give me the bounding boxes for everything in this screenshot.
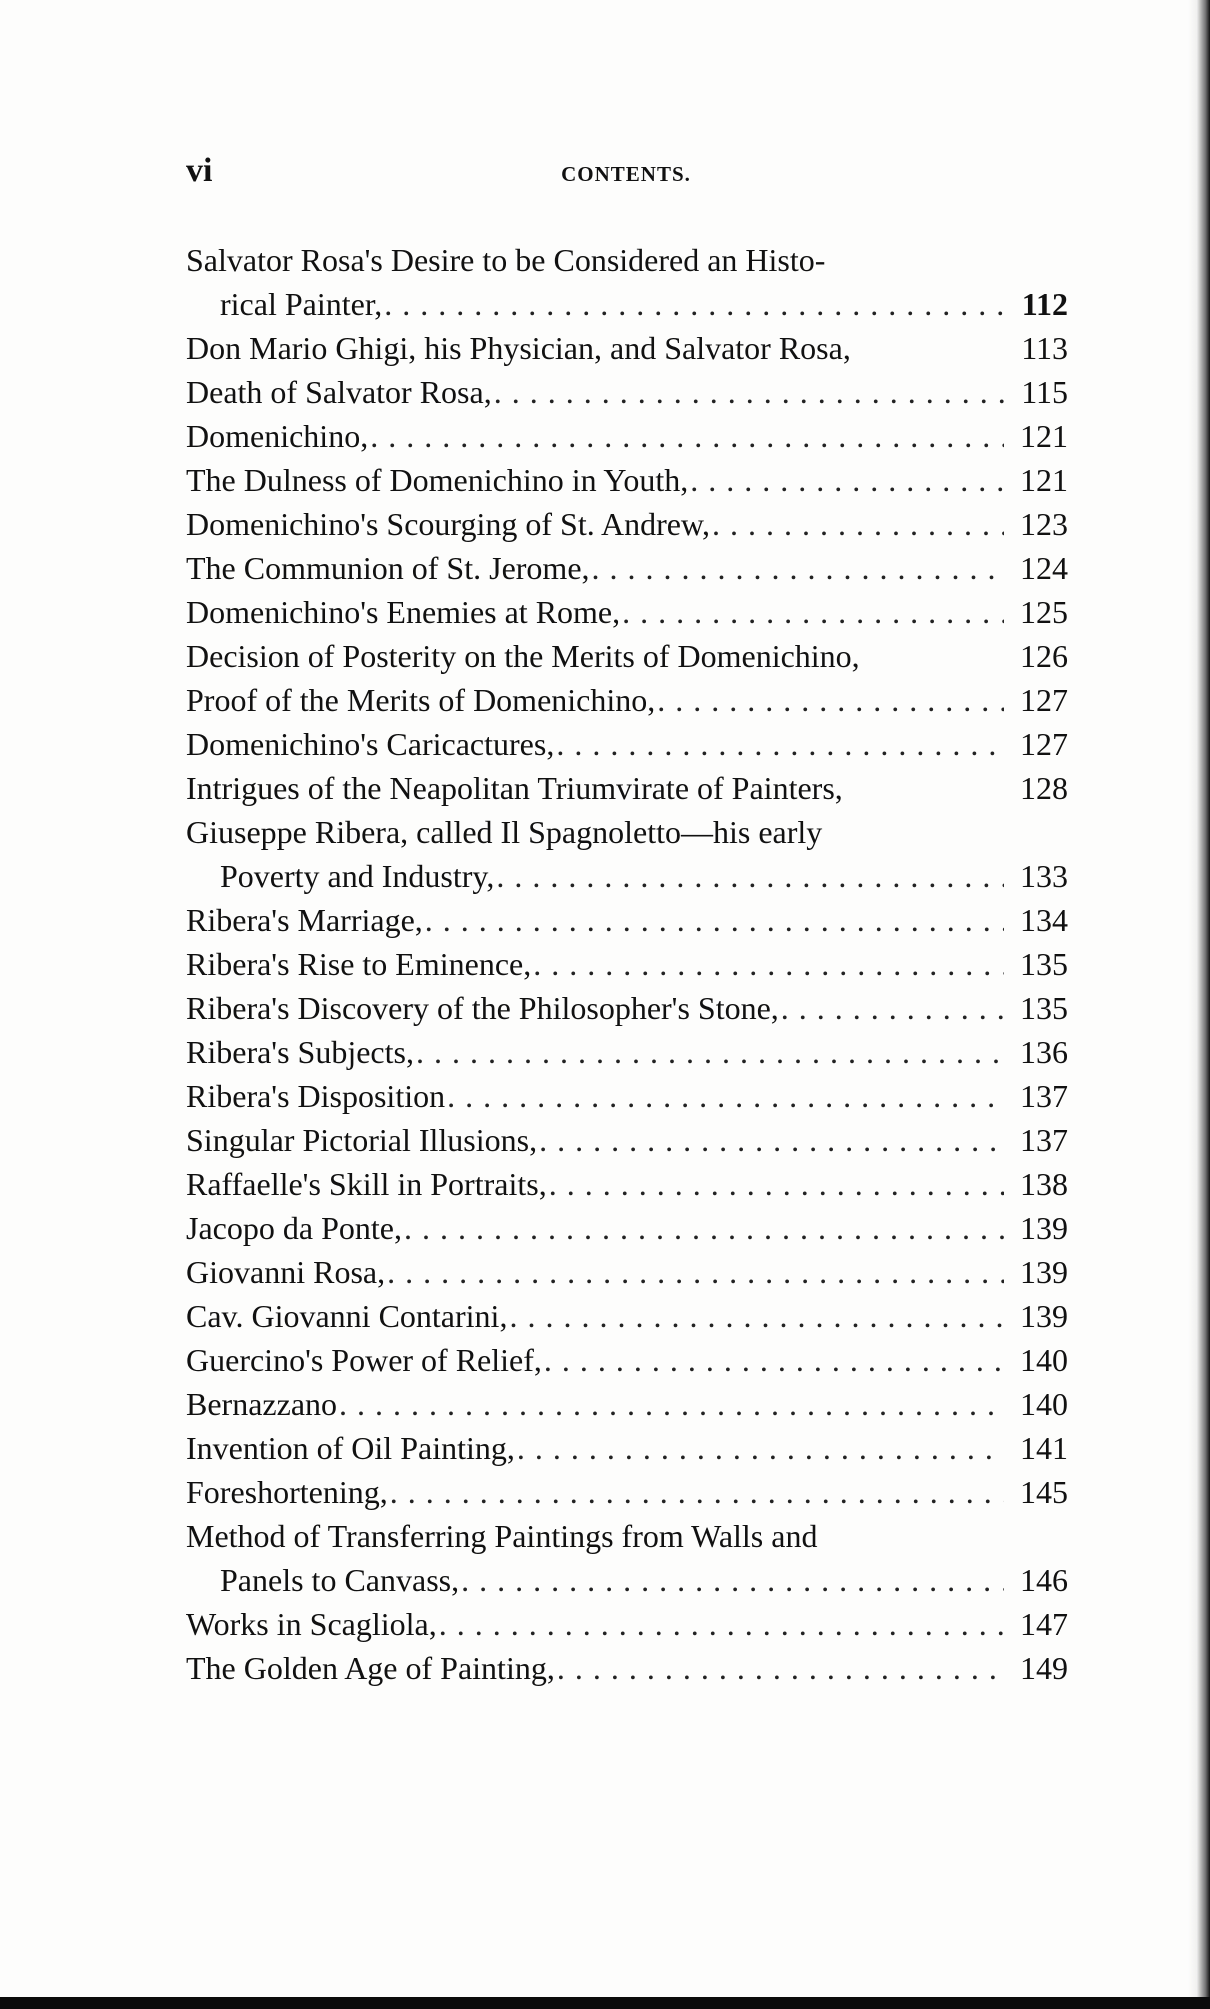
dot-leader — [781, 986, 1004, 1030]
dot-leader — [539, 1118, 1004, 1162]
dot-leader — [425, 898, 1004, 942]
toc-entry-title: Foreshortening, — [186, 1474, 388, 1510]
dot-leader — [557, 1646, 1004, 1690]
toc-entry — [186, 546, 1068, 590]
toc-entry — [186, 1382, 1068, 1426]
toc-entry-page: 145 — [1020, 1474, 1068, 1510]
toc-entry — [186, 1514, 1068, 1558]
page-edge-shadow — [1188, 0, 1210, 2009]
toc-entry-title: Domenichino's Caricactures, — [186, 726, 555, 762]
toc-entry-page: 141 — [1020, 1430, 1068, 1466]
dot-leader — [384, 282, 1004, 326]
page-folio: vi — [186, 152, 213, 189]
toc-entry-page: 134 — [1020, 902, 1068, 938]
toc-entry — [186, 898, 1068, 942]
toc-entry-page: 140 — [1020, 1342, 1068, 1378]
toc-entry — [186, 634, 1068, 678]
toc-entry-title: Intrigues of the Neapolitan Triumvirate of Painters, — [186, 770, 843, 806]
toc-entry-title: Domenichino's Scourging of St. Andrew, — [186, 506, 710, 542]
toc-entry-title: Ribera's Marriage, — [186, 902, 423, 938]
dot-leader — [544, 1338, 1004, 1382]
toc-entry-title: The Dulness of Domenichino in Youth, — [186, 462, 689, 498]
toc-entry-title: Domenichino's Enemies at Rome, — [186, 594, 621, 630]
toc-entry — [186, 458, 1068, 502]
dot-leader — [387, 1250, 1004, 1294]
toc-entry — [186, 370, 1068, 414]
toc-entry — [186, 1206, 1068, 1250]
dot-leader — [339, 1382, 1004, 1426]
toc-entry-title: Ribera's Subjects, — [186, 1034, 414, 1070]
toc-entry — [186, 1338, 1068, 1382]
toc-entry — [186, 1030, 1068, 1074]
toc-entry-page: 126 — [1020, 638, 1068, 674]
dot-leader — [533, 942, 1004, 986]
toc-entry-title: Death of Salvator Rosa, — [186, 374, 492, 410]
toc-entry-page: 133 — [1020, 858, 1068, 894]
toc-entry-title: Works in Scagliola, — [186, 1606, 437, 1642]
dot-leader — [712, 502, 1004, 546]
toc-entry — [186, 1250, 1068, 1294]
toc-entry — [186, 282, 1068, 326]
toc-entry-title: Decision of Posterity on the Merits of Domenichino, — [186, 638, 860, 674]
dot-leader — [404, 1206, 1004, 1250]
toc-entry-title: Ribera's Disposition — [186, 1078, 446, 1114]
toc-entry-title: Poverty and Industry, — [220, 858, 495, 894]
toc-entry-page: 136 — [1020, 1034, 1068, 1070]
toc-entry — [186, 1118, 1068, 1162]
toc-entry-title: Cav. Giovanni Contarini, — [186, 1298, 508, 1334]
dot-leader — [439, 1602, 1004, 1646]
toc-entry-title: Panels to Canvass, — [220, 1562, 460, 1598]
dot-leader — [517, 1426, 1004, 1470]
toc-entry — [186, 722, 1068, 766]
toc-entry — [186, 326, 1068, 370]
toc-entry — [186, 1162, 1068, 1206]
toc-entry-title: The Communion of St. Jerome, — [186, 550, 590, 586]
dot-leader — [496, 854, 1004, 898]
dot-leader — [416, 1030, 1004, 1074]
toc-entry — [186, 1646, 1068, 1690]
toc-entry — [186, 1470, 1068, 1514]
toc-entry-title: The Golden Age of Painting, — [186, 1650, 555, 1686]
dot-leader — [657, 678, 1004, 722]
toc-entry-title: Don Mario Ghigi, his Physician, and Salvator Rosa, — [186, 330, 851, 366]
dot-leader — [370, 414, 1004, 458]
toc-entry-page: 113 — [1021, 330, 1068, 366]
toc-entry-title: Invention of Oil Painting, — [186, 1430, 515, 1466]
toc-entry-title: Ribera's Rise to Eminence, — [186, 946, 532, 982]
toc-entry — [186, 590, 1068, 634]
toc-entry-title: Giovanni Rosa, — [186, 1254, 386, 1290]
toc-entry-page: 139 — [1020, 1298, 1068, 1334]
dot-leader — [549, 1162, 1004, 1206]
toc-entry — [186, 414, 1068, 458]
dot-leader — [447, 1074, 1004, 1118]
toc-entry-page: 112 — [1021, 286, 1068, 322]
toc-entry-page: 127 — [1020, 682, 1068, 718]
toc-entry-page: 128 — [1020, 770, 1068, 806]
toc-entry-page: 149 — [1020, 1650, 1068, 1686]
toc-entry — [186, 942, 1068, 986]
toc-entry — [186, 766, 1068, 810]
dot-leader — [494, 370, 1004, 414]
dot-leader — [556, 722, 1004, 766]
toc-entry-page: 125 — [1020, 594, 1068, 630]
running-title: CONTENTS. — [561, 162, 691, 186]
table-of-contents — [186, 238, 1068, 1690]
toc-entry-page: 121 — [1020, 418, 1068, 454]
toc-entry-page: 124 — [1020, 550, 1068, 586]
dot-leader — [461, 1558, 1004, 1602]
toc-entry-title: Proof of the Merits of Domenichino, — [186, 682, 656, 718]
toc-entry — [186, 1074, 1068, 1118]
dot-leader — [592, 546, 1004, 590]
toc-entry-page: 140 — [1020, 1386, 1068, 1422]
page-bottom-edge — [0, 1997, 1210, 2009]
toc-entry — [186, 854, 1068, 898]
toc-entry — [186, 502, 1068, 546]
toc-entry-page: 139 — [1020, 1254, 1068, 1290]
toc-entry-page: 121 — [1020, 462, 1068, 498]
toc-entry-page: 137 — [1020, 1122, 1068, 1158]
toc-entry-page: 115 — [1021, 374, 1068, 410]
toc-entry-title: Bernazzano — [186, 1386, 338, 1422]
toc-entry-title: rical Painter, — [220, 286, 383, 322]
toc-entry-title: Salvator Rosa's Desire to be Considered an Histo- — [186, 242, 826, 278]
toc-entry-title: Giuseppe Ribera, called Il Spagnoletto—his early — [186, 814, 823, 850]
dot-leader — [690, 458, 1004, 502]
toc-entry-page: 135 — [1020, 990, 1068, 1026]
toc-entry — [186, 810, 1068, 854]
toc-entry — [186, 1294, 1068, 1338]
toc-entry — [186, 1558, 1068, 1602]
toc-entry-title: Jacopo da Ponte, — [186, 1210, 402, 1246]
dot-leader — [390, 1470, 1004, 1514]
toc-entry-page: 146 — [1020, 1562, 1068, 1598]
toc-entry-page: 127 — [1020, 726, 1068, 762]
toc-entry-page: 135 — [1020, 946, 1068, 982]
toc-entry-title: Singular Pictorial Illusions, — [186, 1122, 538, 1158]
toc-entry-title: Guercino's Power of Relief, — [186, 1342, 542, 1378]
toc-entry-title: Raffaelle's Skill in Portraits, — [186, 1166, 547, 1202]
toc-entry-page: 147 — [1020, 1606, 1068, 1642]
toc-entry-page: 139 — [1020, 1210, 1068, 1246]
toc-entry-page: 123 — [1020, 506, 1068, 542]
dot-leader — [622, 590, 1004, 634]
toc-entry — [186, 678, 1068, 722]
toc-entry-page: 138 — [1020, 1166, 1068, 1202]
toc-entry-title: Ribera's Discovery of the Philosopher's Stone, — [186, 990, 779, 1026]
toc-entry-title: Method of Transferring Paintings from Walls and — [186, 1518, 818, 1554]
toc-entry — [186, 1602, 1068, 1646]
toc-entry — [186, 238, 1068, 282]
toc-entry-page: 137 — [1020, 1078, 1068, 1114]
page-header — [186, 152, 1066, 202]
toc-entry — [186, 986, 1068, 1030]
dot-leader — [509, 1294, 1004, 1338]
toc-entry-title: Domenichino, — [186, 418, 369, 454]
toc-entry — [186, 1426, 1068, 1470]
